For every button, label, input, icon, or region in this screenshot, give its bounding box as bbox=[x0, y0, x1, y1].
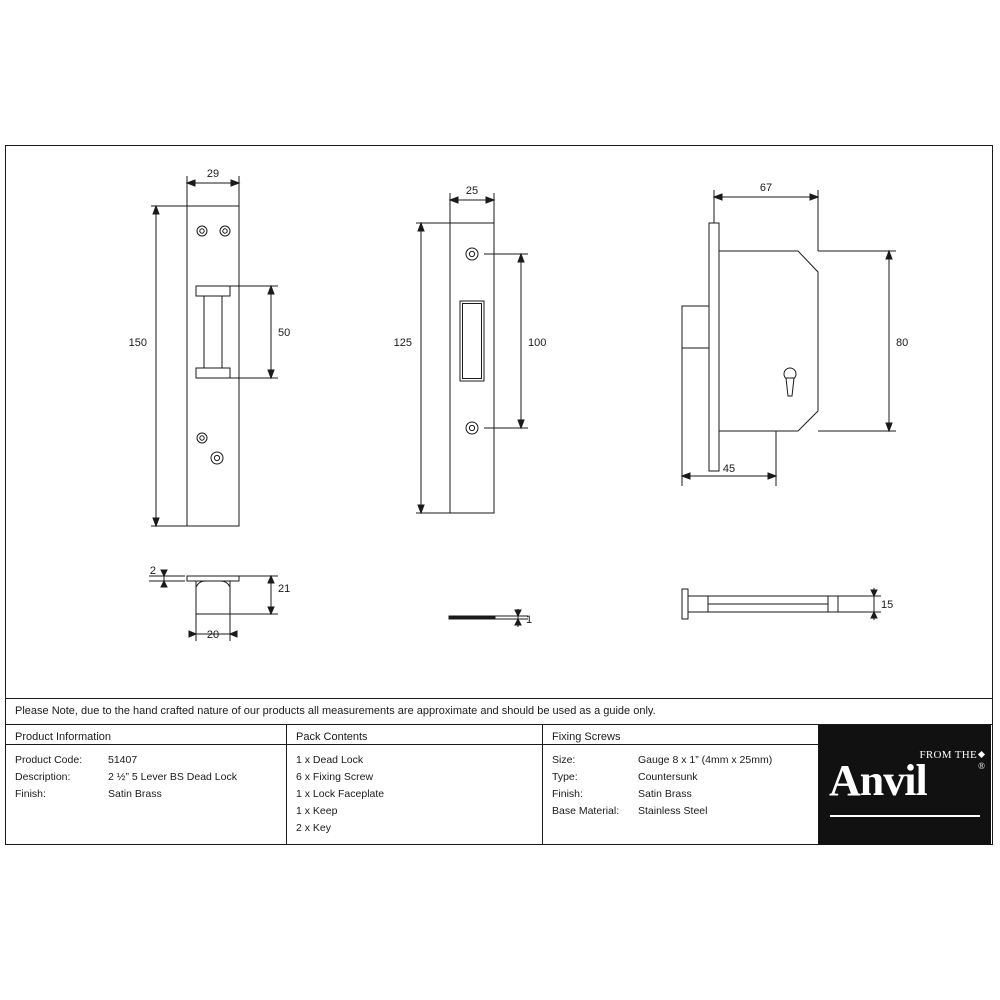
keep-plate-front-view bbox=[187, 206, 239, 526]
svg-text:25: 25 bbox=[465, 185, 479, 197]
svg-text:150: 150 bbox=[128, 337, 147, 349]
screw-size-value: Gauge 8 x 1” (4mm x 25mm) bbox=[638, 754, 773, 766]
svg-text:21: 21 bbox=[278, 583, 291, 595]
dim-2 bbox=[149, 565, 185, 587]
brand-logo-column bbox=[819, 725, 991, 845]
from-the-anvil-logo bbox=[819, 725, 991, 845]
technical-drawing-sheet bbox=[5, 145, 993, 845]
product-code-row bbox=[15, 752, 286, 769]
dim-1 bbox=[495, 609, 532, 627]
product-code-value: 51407 bbox=[108, 754, 138, 766]
svg-text:67: 67 bbox=[759, 182, 773, 194]
logo-top-text: FROM THE bbox=[919, 749, 977, 761]
product-information-column bbox=[6, 725, 287, 845]
screw-type-value: Countersunk bbox=[638, 771, 698, 783]
screw-type-label: Type: bbox=[552, 771, 578, 783]
dead-lock-body-side-view bbox=[682, 223, 818, 471]
svg-text:29: 29 bbox=[206, 168, 220, 180]
dim-20 bbox=[189, 614, 237, 641]
screw-size-label: Size: bbox=[552, 754, 576, 766]
dim-80 bbox=[818, 251, 908, 431]
product-information-header: Product Information bbox=[6, 725, 286, 745]
svg-text:2: 2 bbox=[149, 565, 156, 577]
info-table bbox=[6, 724, 992, 844]
drawings-svg bbox=[6, 146, 992, 698]
dim-150 bbox=[129, 206, 187, 526]
dim-125 bbox=[394, 223, 450, 513]
screw-base-material-row bbox=[552, 803, 818, 820]
screw-finish-row bbox=[552, 786, 818, 803]
measurement-note-row bbox=[6, 698, 992, 724]
svg-text:125: 125 bbox=[393, 337, 412, 349]
pack-item: 1 x Lock Faceplate bbox=[296, 788, 385, 800]
description-value: 2 ½” 5 Lever BS Dead Lock bbox=[108, 771, 237, 783]
logo-underline bbox=[830, 815, 980, 817]
finish-label: Finish: bbox=[15, 788, 46, 800]
dim-21 bbox=[230, 576, 290, 614]
fixing-screws-column bbox=[543, 725, 819, 845]
svg-text:80: 80 bbox=[896, 337, 909, 349]
description-label: Description: bbox=[15, 771, 71, 783]
description-row bbox=[15, 769, 286, 786]
lock-faceplate-front-view bbox=[450, 223, 494, 513]
screw-base-material-label: Base Material: bbox=[552, 805, 620, 817]
svg-text:20: 20 bbox=[206, 629, 220, 641]
pack-item: 2 x Key bbox=[296, 822, 332, 834]
dim-15 bbox=[838, 588, 893, 620]
screw-finish-label: Finish: bbox=[552, 788, 583, 800]
svg-text:1: 1 bbox=[526, 614, 533, 626]
product-code-label: Product Code: bbox=[15, 754, 83, 766]
svg-text:15: 15 bbox=[881, 599, 894, 611]
svg-text:50: 50 bbox=[278, 327, 291, 339]
dim-67 bbox=[714, 182, 818, 251]
drawing-area bbox=[6, 146, 992, 698]
pack-contents-header: Pack Contents bbox=[287, 725, 542, 745]
dim-25 bbox=[450, 185, 494, 223]
dim-29 bbox=[187, 168, 239, 206]
finish-row bbox=[15, 786, 286, 803]
logo-main-text: Anvil bbox=[829, 756, 927, 805]
pack-item: 6 x Fixing Screw bbox=[296, 771, 374, 783]
finish-value: Satin Brass bbox=[108, 788, 162, 800]
svg-text:100: 100 bbox=[528, 337, 547, 349]
pack-contents-column bbox=[287, 725, 543, 845]
keep-section-view bbox=[187, 576, 239, 614]
screw-type-row bbox=[552, 769, 818, 786]
key-side-view bbox=[682, 589, 838, 619]
screw-base-material-value: Stainless Steel bbox=[638, 805, 708, 817]
fixing-screws-header: Fixing Screws bbox=[543, 725, 818, 745]
measurement-note: Please Note, due to the hand crafted nature of our products all measurements are approximate and should be used as a guide only. bbox=[15, 705, 656, 717]
screw-finish-value: Satin Brass bbox=[638, 788, 692, 800]
pack-item: 1 x Dead Lock bbox=[296, 754, 364, 766]
svg-text:45: 45 bbox=[722, 463, 736, 475]
diamond-icon bbox=[978, 751, 985, 758]
pack-item: 1 x Keep bbox=[296, 805, 338, 817]
faceplate-section-view bbox=[449, 616, 495, 619]
registered-trademark-icon: ® bbox=[978, 761, 985, 771]
screw-size-row bbox=[552, 752, 818, 769]
